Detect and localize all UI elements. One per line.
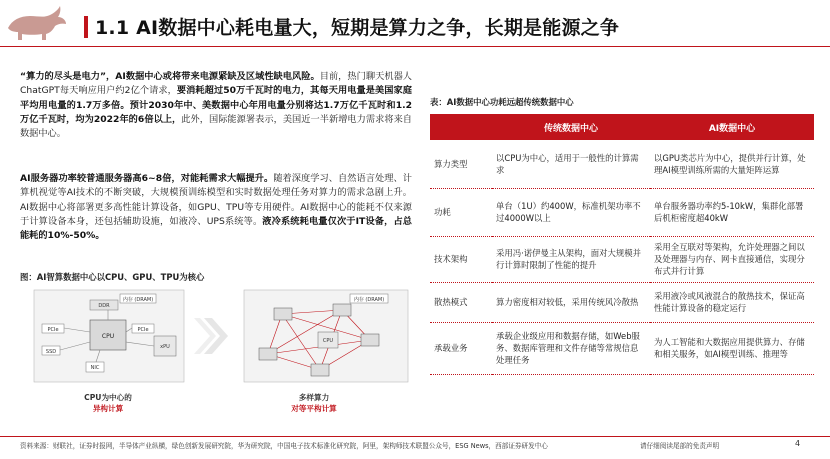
page-title: 1.1 AI数据中心耗电量大，短期是算力之争，长期是能源之争 bbox=[95, 17, 620, 39]
cell-ai: 采用全互联对等架构，允许处理器之间以及处理器与内存、网卡直接通信，实现分布式并行计算 bbox=[650, 236, 814, 282]
cpu-label-right: CPU bbox=[322, 338, 334, 344]
table-title: 表：AI数据中心功耗远超传统数据中心 bbox=[430, 97, 574, 107]
title-accent-bar bbox=[84, 16, 88, 38]
figure-caption: 图：AI智算数据中心以CPU、GPU、TPU为核心 bbox=[20, 272, 205, 282]
cell-ai: 采用液冷或风液混合的散热技术，保证高性能计算设备的稳定运行 bbox=[650, 282, 814, 322]
table-row bbox=[430, 282, 814, 322]
pcie-label-left-2: PCIe bbox=[137, 327, 149, 333]
left-caption-line2: 异构计算 bbox=[92, 404, 124, 413]
cell-ai: 为人工智能和大数据应用提供算力、存储和相关服务，如AI模型训练、推理等 bbox=[650, 322, 814, 374]
footer-disclaimer: 请仔细阅读尾部的免责声明 bbox=[640, 442, 720, 450]
right-caption-line2: 对等平构计算 bbox=[291, 404, 337, 413]
quote-text: “算力的尽头是电力” bbox=[20, 71, 106, 82]
memory-label-right: 内存 (DRAM) bbox=[353, 297, 385, 303]
para1-lead: ，AI数据中心或将带来电源紧缺及区域性缺电风险。 bbox=[105, 71, 320, 82]
col-header-ai: AI数据中心 bbox=[650, 114, 814, 140]
xpu-label-left: xPU bbox=[160, 344, 170, 350]
cell-traditional: 承载企业级应用和数据存储，如Web服务、数据库管理和文件存储等常规信息处理任务 bbox=[492, 322, 650, 374]
row-label: 散热模式 bbox=[430, 282, 492, 322]
pcie-label-left: PCIe bbox=[47, 327, 59, 333]
footer-source: 资料来源：财联社，证券时报网，半导体产业纵横，绿色创新发展研究院，华为研究院，中国电子技术标准化研究院，阿里，架构师技术联盟公众号，ESG News，西部证券研发中心 bbox=[20, 442, 548, 450]
para2-a: AI服务器功率较普通服务器高6~8倍，对能耗需求大幅提升。 bbox=[20, 173, 274, 184]
table-row bbox=[430, 322, 814, 374]
cell-traditional: 采用冯·诺伊曼主从架构，面对大规模并行计算时限制了性能的提升 bbox=[492, 236, 650, 282]
paragraph-server-power bbox=[20, 172, 412, 243]
para2-c: 液冷系统耗电量仅次于IT设备，占总能耗的10%-50%。 bbox=[20, 215, 412, 242]
bull-logo-icon bbox=[0, 0, 74, 42]
header-divider bbox=[0, 46, 830, 47]
para2-b: 随着深度学习、自然语言处理、计算机视觉等AI技术的不断突破，大规模预训练模型和实时数据处理任务对算力的需求急剧上升。AI数据中心将部署更多高性能计算设备，如GPU、TPU等专用硬件。AI数据中心的能耗不仅来源于计算设备本身，还包括辅助设施，如液冷、UPS系统等。 bbox=[20, 173, 412, 227]
peer-computing-diagram bbox=[244, 290, 408, 382]
para1-c: 此外，国际能源署表示，美国近一半新增电力需求将来自数据中心。 bbox=[20, 113, 412, 140]
row-label: 功耗 bbox=[430, 188, 492, 236]
cell-traditional: 单台（1U）约400W，标准机架功率不过4000W以上 bbox=[492, 188, 650, 236]
footer-divider bbox=[0, 436, 830, 437]
right-diagram-caption bbox=[264, 392, 364, 414]
cpu-centric-diagram bbox=[34, 290, 184, 382]
transition-arrow-icon bbox=[194, 318, 228, 354]
row-label: 技术架构 bbox=[430, 236, 492, 282]
cell-traditional: 算力密度相对较低，采用传统风冷散热 bbox=[492, 282, 650, 322]
comparison-table bbox=[430, 114, 814, 375]
cell-traditional: 以CPU为中心，适用于一般性的计算需求 bbox=[492, 140, 650, 188]
memory-label-left: 内存 (DRAM) bbox=[122, 297, 154, 303]
row-label: 承载业务 bbox=[430, 322, 492, 374]
para1-a: 目前，热门聊天机器人ChatGPT每天响应用户约2亿个请求， bbox=[20, 71, 412, 97]
page-number: 4 bbox=[795, 439, 801, 448]
left-diagram-caption bbox=[58, 392, 158, 414]
paragraph-power-demand bbox=[20, 70, 412, 141]
table-row bbox=[430, 188, 814, 236]
table-row bbox=[430, 140, 814, 188]
row-label: 算力类型 bbox=[430, 140, 492, 188]
cell-ai: 以GPU类芯片为中心，提供并行计算，处理AI模型训练所需的大量矩阵运算 bbox=[650, 140, 814, 188]
ssd-label-left: SSD bbox=[45, 349, 57, 355]
col-header-traditional: 传统数据中心 bbox=[492, 114, 650, 140]
table-header-row bbox=[430, 114, 814, 140]
cpu-label-left: CPU bbox=[101, 333, 115, 340]
nic-label-left: NIC bbox=[90, 365, 100, 371]
right-caption-line1: 多样算力 bbox=[298, 393, 330, 402]
table-row bbox=[430, 236, 814, 282]
cell-ai: 单台服务器功率约5-10kW，集群化部署后机柜密度超40kW bbox=[650, 188, 814, 236]
ddr-label: DDR bbox=[98, 303, 110, 309]
para1-b: 要消耗超过50万千瓦时的电力，其每天用电量是美国家庭平均用电量的1.7万多倍。预计2030年中、美数据中心年用电量分别将达1.7万亿千瓦时和1.2万亿千瓦时，均为2022年的6倍以上， bbox=[20, 85, 412, 125]
left-caption-line1: CPU为中心的 bbox=[84, 393, 132, 402]
col-header-blank bbox=[430, 114, 492, 140]
